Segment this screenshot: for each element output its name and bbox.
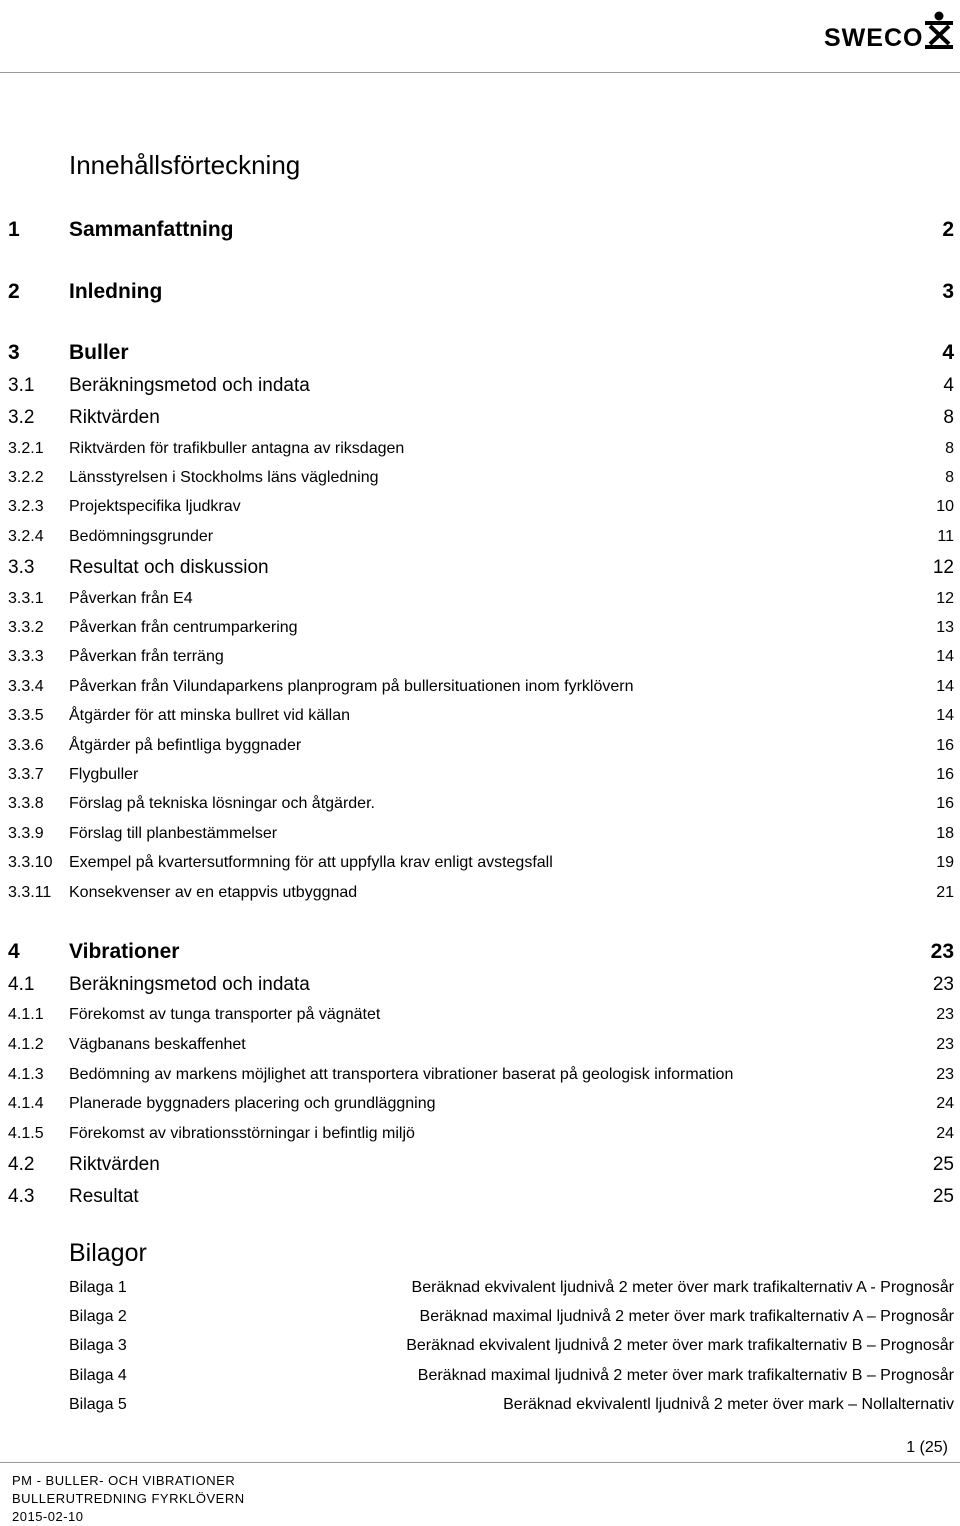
toc-text: Konsekvenser av en etappvis utbyggnad [69,884,358,901]
toc-number: 4 [8,940,20,963]
toc-text: Buller [69,341,129,364]
toc-number: 3.2.4 [8,528,44,545]
toc-number: 4.1.1 [8,1006,44,1023]
toc-page: 4 [942,341,954,364]
bilaga-label: Bilaga 2 [69,1308,127,1325]
toc-page: 24 [936,1095,954,1112]
toc-number: 2 [8,280,20,303]
footer-document-title: PM - BULLER- OCH VIBRATIONER [12,1473,236,1488]
bilaga-label: Bilaga 3 [69,1337,127,1354]
toc-page: 14 [936,648,954,665]
toc-entry[interactable] [0,852,960,874]
toc-entry[interactable] [0,1093,960,1115]
toc-number: 3.3.11 [8,884,52,901]
toc-number: 3.3.3 [8,648,44,665]
toc-entry[interactable] [0,1185,960,1209]
toc-number: 4.3 [8,1186,35,1207]
toc-text: Exempel på kvartersutformning för att uppfylla krav enligt avstegsfall [69,854,553,871]
toc-page: 25 [932,1154,954,1175]
toc-text: Bedömningsgrunder [69,528,214,545]
sweco-figure-icon [922,10,956,50]
bilaga-description: Beräknad ekvivalent ljudnivå 2 meter över mark trafikalternativ A - Prognosår [411,1279,954,1296]
toc-number: 3.2.1 [8,440,44,457]
toc-entry[interactable] [0,1153,960,1177]
toc-page: 21 [936,884,954,901]
footer-date: 2015-02-10 [12,1509,84,1524]
toc-number: 4.1.4 [8,1095,44,1112]
toc-page: 16 [936,737,954,754]
toc-page: 8 [943,407,954,428]
page-number: 1 (25) [906,1439,948,1456]
toc-page: 24 [936,1125,954,1142]
toc-entry[interactable] [0,882,960,904]
toc-entry[interactable] [0,939,960,965]
toc-page: 18 [936,825,954,842]
toc-text: Planerade byggnaders placering och grundläggning [69,1095,436,1112]
toc-number: 3.3.9 [8,825,44,842]
toc-entry[interactable] [0,617,960,639]
toc-text: Projektspecifika ljudkrav [69,498,241,515]
toc-text: Beräkningsmetod och indata [69,375,310,396]
toc-entry[interactable] [0,676,960,698]
logo-text: SWECO [824,24,924,52]
toc-entry[interactable] [0,705,960,727]
toc-page: 23 [936,1066,954,1083]
bilaga-description: Beräknad maximal ljudnivå 2 meter över mark trafikalternativ B – Prognosår [417,1367,954,1384]
toc-text: Beräkningsmetod och indata [69,974,310,995]
toc-text: Vibrationer [69,940,180,963]
toc-text: Resultat [69,1186,139,1207]
toc-number: 3.3.8 [8,795,44,812]
toc-entry[interactable] [0,588,960,610]
toc-text: Resultat och diskussion [69,557,269,578]
toc-number: 4.1.5 [8,1125,44,1142]
toc-entry[interactable] [0,340,960,366]
toc-number: 3.3.4 [8,678,44,695]
toc-text: Riktvärden [69,407,160,428]
toc-text: Påverkan från terräng [69,648,224,665]
toc-number: 4.2 [8,1154,35,1175]
bilaga-label: Bilaga 5 [69,1396,127,1413]
toc-entry[interactable] [0,973,960,997]
toc-text: Påverkan från E4 [69,590,193,607]
toc-entry[interactable] [0,735,960,757]
toc-number: 3.3.7 [8,766,44,783]
footer [12,1472,245,1526]
toc-number: 3.2.3 [8,498,44,515]
toc-text: Länsstyrelsen i Stockholms läns vägledning [69,469,379,486]
toc-page: 10 [936,498,954,515]
toc-text: Påverkan från centrumparkering [69,619,298,636]
toc-entry[interactable] [0,496,960,518]
toc-text: Förslag på tekniska lösningar och åtgärder. [69,795,375,812]
bilaga-item [0,1394,960,1416]
toc-number: 1 [8,218,20,241]
bilaga-item [0,1365,960,1387]
toc-page: 8 [945,469,954,486]
toc-page: 14 [936,678,954,695]
bilaga-description: Beräknad ekvivalentl ljudnivå 2 meter över mark – Nollalternativ [503,1396,954,1413]
toc-page: 25 [932,1186,954,1207]
toc-entry[interactable] [0,217,960,243]
toc-text: Bedömning av markens möjlighet att transportera vibrationer baserat på geologisk information [69,1066,734,1083]
toc-entry[interactable] [0,406,960,430]
toc-number: 3.3.6 [8,737,44,754]
bilaga-item [0,1277,960,1299]
toc-number: 3.3.2 [8,619,44,636]
toc-text: Åtgärder för att minska bullret vid källan [69,707,351,724]
toc-text: Påverkan från Vilundaparkens planprogram på bullersituationen inom fyrklövern [69,678,634,695]
toc-entry[interactable] [0,556,960,580]
toc-text: Riktvärden [69,1154,160,1175]
toc-entry[interactable] [0,279,960,305]
footer-project-name: BULLERUTREDNING FYRKLÖVERN [12,1491,245,1506]
bilaga-description: Beräknad maximal ljudnivå 2 meter över mark trafikalternativ A – Prognosår [419,1308,954,1325]
toc-entry[interactable] [0,374,960,398]
toc-number: 3.3.5 [8,707,44,724]
toc-number: 4.1.2 [8,1036,44,1053]
toc-entry[interactable] [0,526,960,548]
toc-number: 3.1 [8,375,35,396]
toc-page: 16 [936,766,954,783]
toc-page: 13 [936,619,954,636]
toc-text: Inledning [69,280,163,303]
toc-page: 23 [930,940,954,963]
toc-page: 12 [936,590,954,607]
toc-text: Förekomst av tunga transporter på vägnätet [69,1006,381,1023]
toc-entry[interactable] [0,1004,960,1026]
toc-number: 3.3.10 [8,854,53,871]
bilaga-description: Beräknad ekvivalent ljudnivå 2 meter över mark trafikalternativ B – Prognosår [406,1337,954,1354]
sweco-logo [820,8,960,52]
toc-page: 2 [942,218,954,241]
toc-text: Riktvärden för trafikbuller antagna av riksdagen [69,440,405,457]
toc-number: 4.1.3 [8,1066,44,1083]
toc-text: Förslag till planbestämmelser [69,825,278,842]
toc-page: 23 [936,1036,954,1053]
toc-page: 14 [936,707,954,724]
bilagor-title: Bilagor [69,1239,147,1267]
toc-text: Åtgärder på befintliga byggnader [69,737,302,754]
toc-entry[interactable] [0,1034,960,1056]
toc-entry[interactable] [0,646,960,668]
toc-entry[interactable] [0,1123,960,1145]
toc-page: 23 [936,1006,954,1023]
toc-page: 4 [943,375,954,396]
toc-entry[interactable] [0,1064,960,1086]
toc-page: 23 [932,974,954,995]
toc-text: Sammanfattning [69,218,234,241]
toc-entry[interactable] [0,793,960,815]
toc-page: 16 [936,795,954,812]
toc-entry[interactable] [0,764,960,786]
toc-title: Innehållsförteckning [69,150,301,180]
toc-page: 12 [932,557,954,578]
toc-number: 3.2.2 [8,469,44,486]
bilaga-label: Bilaga 1 [69,1279,127,1296]
footer-divider [0,1462,960,1463]
toc-page: 11 [937,528,954,545]
toc-number: 3.3.1 [8,590,44,607]
toc-page: 19 [936,854,954,871]
toc-number: 3.3 [8,557,35,578]
toc-text: Vägbanans beskaffenhet [69,1036,246,1053]
toc-page: 3 [942,280,954,303]
toc-page: 8 [945,440,954,457]
toc-number: 3.2 [8,407,35,428]
bilaga-item [0,1306,960,1328]
toc-entry[interactable] [0,467,960,489]
toc-number: 3 [8,341,20,364]
toc-number: 4.1 [8,974,35,995]
toc-entry[interactable] [0,823,960,845]
toc-text: Förekomst av vibrationsstörningar i befintlig miljö [69,1125,415,1142]
bilaga-label: Bilaga 4 [69,1367,127,1384]
bilaga-item [0,1335,960,1357]
toc-entry[interactable] [0,438,960,460]
header-divider [0,72,960,73]
toc-text: Flygbuller [69,766,139,783]
